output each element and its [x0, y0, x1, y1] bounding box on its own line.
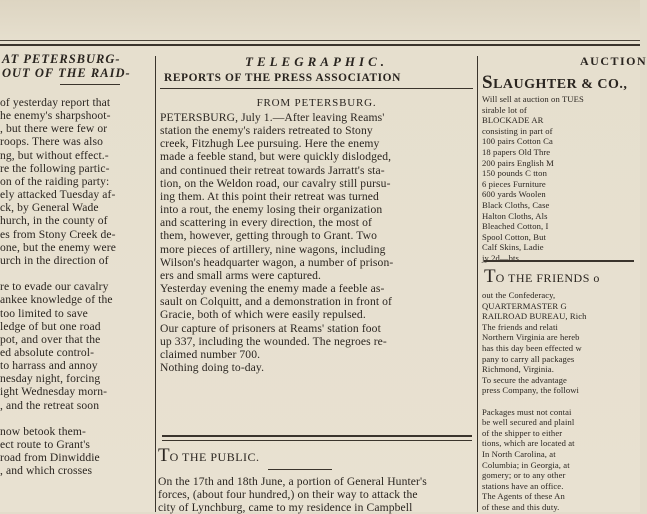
left-headline-rule	[60, 84, 120, 85]
text-line: ankee knowledge of the	[0, 293, 113, 307]
text-line: ng, but without effect.-	[0, 148, 109, 162]
notice-title-rest: O THE PUBLIC.	[169, 450, 260, 464]
text-line: he enemy's sharpshoot-	[0, 109, 111, 123]
text-line: On the 17th and 18th June, a portion of General Hunter's	[158, 475, 427, 488]
text-line: re to evade our cavalry	[0, 280, 109, 294]
text-line: ect route to Grant's	[0, 438, 91, 452]
text-line: In North Carolina, at	[482, 448, 556, 459]
text-line: , and which crosses	[0, 464, 93, 478]
text-line: made a feeble stand, but were quickly dislodged,	[160, 150, 392, 164]
text-line: ed absolute control-	[0, 345, 95, 359]
text-line: hurch, in the county of	[0, 214, 108, 228]
text-line: creek, Fitzhugh Lee pursuing. Here the enemy	[160, 137, 380, 151]
masthead-rule-top	[0, 40, 640, 41]
firm-name-cap: S	[482, 72, 494, 93]
text-line: press Company, the followi	[482, 385, 580, 396]
text-line: ers and small arms were captured.	[160, 268, 322, 282]
text-line: nesday night, forcing	[0, 372, 101, 386]
center-article-text	[160, 111, 393, 374]
text-line: ely attacked Tuesday af-	[0, 188, 116, 202]
friends-heading	[484, 266, 600, 288]
text-line: 600 yards Woolen	[482, 189, 546, 200]
auction-notice-text	[482, 94, 584, 264]
text-line: To secure the advantage	[482, 374, 567, 385]
notice-rule-top	[162, 435, 472, 437]
text-line: be well secured and plainl	[482, 417, 575, 428]
text-line	[0, 412, 116, 425]
text-line: Columbia; in Georgia, at	[482, 459, 570, 470]
notice-title-cap: T	[158, 445, 170, 466]
text-line: claimed number 700.	[160, 347, 261, 361]
text-line: Nothing doing to-day.	[160, 360, 265, 374]
text-line	[482, 396, 587, 407]
text-line: Bleached Cotton, I	[482, 221, 549, 232]
text-line: one, but the enemy were	[0, 240, 116, 254]
text-line: gomery; or to any other	[482, 470, 566, 481]
left-column	[0, 52, 153, 512]
text-line: 200 pairs English M	[482, 157, 554, 168]
text-line: ledge of but one road	[0, 319, 101, 333]
text-line: too limited to save	[0, 306, 88, 320]
text-line: and scattering in every direction, the most of	[160, 216, 372, 230]
text-line: 150 pounds C tton	[482, 168, 547, 179]
text-line: ing them. At this point their retreat was turned	[160, 189, 379, 203]
text-line: tion, on the Weldon road, our cavalry still pursu-	[160, 176, 391, 190]
text-line: Will sell at auction on TUES	[482, 94, 584, 104]
text-line: tions, which are located at	[482, 438, 575, 449]
text-line: The friends and relati	[482, 321, 558, 332]
text-line: road from Dinwiddie	[0, 451, 100, 465]
text-line: of yesterday report that	[0, 96, 111, 109]
auction-header: AUCTION	[580, 54, 647, 68]
text-line: QUARTERMASTER G	[482, 300, 567, 311]
text-line: jy 2d—bts	[482, 252, 519, 263]
text-line: ck, by General Wade	[0, 201, 99, 215]
center-column	[158, 52, 475, 512]
center-title-rule	[160, 88, 473, 89]
text-line: Yesterday evening the enemy made a feeble as-	[160, 282, 385, 296]
text-line: Halton Cloths, Als	[482, 210, 548, 221]
text-line: city of Lynchburg, came to my residence in Campbell	[158, 501, 413, 514]
text-line: now betook them-	[0, 424, 86, 438]
text-line: Wilson's headquarter wagon, a number of prison-	[160, 255, 394, 269]
from-petersburg-heading: FROM PETERSBURG.	[256, 97, 377, 109]
text-line: into a rout, the enemy losing their organization	[160, 203, 383, 217]
text-line: more pieces of artillery, nine wagons, including	[160, 242, 386, 256]
text-line: up 337, including the wounded. The negroes re-	[160, 334, 387, 348]
left-headline-1: AT PETERSBURG-	[2, 52, 121, 66]
text-line: es from Stony Creek de-	[0, 227, 116, 241]
text-line: , and the retreat soon	[0, 398, 100, 412]
text-line: BLOCKADE AR	[482, 115, 544, 126]
text-line: The Agents of these An	[482, 491, 565, 502]
text-line: out the Confederacy,	[482, 290, 556, 300]
telegraphic-title: TELEGRAPHIC.	[245, 54, 388, 69]
text-line: PETERSBURG, July 1.—After leaving Reams'	[160, 111, 385, 124]
press-association-subtitle: REPORTS OF THE PRESS ASSOCIATION	[164, 72, 401, 84]
text-line: stations have an office.	[482, 480, 564, 491]
text-line: re the following partic-	[0, 161, 110, 175]
firm-name-rest: LAUGHTER & CO.,	[493, 77, 628, 92]
notice-text	[158, 475, 427, 514]
friends-heading-rest: O THE FRIENDS o	[495, 271, 600, 285]
text-line: urch in the direction of	[0, 253, 109, 267]
left-article-text	[0, 96, 116, 478]
text-line: forces, (about four hundred,) on their way to attack the	[158, 488, 418, 502]
text-line: pany to carry all packages	[482, 353, 575, 364]
notice-underline	[268, 469, 332, 470]
text-line: Gracie, both of which were easily repulsed.	[160, 308, 366, 322]
text-line: Richmond, Virginia.	[482, 364, 554, 375]
text-line: roops. There was also	[0, 135, 103, 149]
friends-heading-cap: T	[484, 266, 496, 287]
text-line: on of the raiding party:	[0, 174, 110, 188]
left-headline-2: OUT OF THE RAID-	[2, 66, 131, 80]
text-line: Our capture of prisoners at Reams' station foot	[160, 321, 381, 335]
text-line: sirable lot of	[482, 104, 527, 115]
text-line: Northern Virginia are hereb	[482, 332, 580, 343]
text-line: Spool Cotton, But	[482, 231, 547, 242]
firm-name	[482, 72, 627, 94]
text-line: station the enemy's raiders retreated to Stony	[160, 124, 373, 138]
text-line: to harrass and annoy	[0, 359, 98, 373]
text-line: of the shipper to either	[482, 427, 563, 438]
right-column	[480, 52, 647, 512]
text-line	[0, 267, 116, 280]
right-divider	[484, 260, 634, 262]
text-line: , but there were few or	[0, 122, 108, 136]
text-line: has this day been effected w	[482, 342, 582, 353]
text-line: RAILROAD BUREAU, Rich	[482, 311, 587, 322]
notice-title	[158, 445, 260, 467]
text-line: 6 pieces Furniture	[482, 178, 546, 189]
text-line: and continued their retreat towards Jarratt's sta-	[160, 163, 385, 177]
text-line: Black Cloths, Case	[482, 199, 550, 210]
text-line: 100 pairs Cotton Ca	[482, 136, 553, 147]
text-line: pot, and over that the	[0, 332, 101, 346]
text-line: consisting in part of	[482, 125, 553, 136]
notice-rule-top-2	[162, 440, 472, 441]
text-line: Packages must not contai	[482, 406, 572, 417]
text-line: ight Wednesday morn-	[0, 385, 108, 399]
column-rule-left	[155, 56, 156, 512]
text-line: sault on Colquitt, and a demonstration in front of	[160, 295, 393, 309]
text-line: 18 papers Old Thre	[482, 146, 551, 157]
text-line: them, however, getting through to Grant. Two	[160, 229, 378, 243]
text-line: of these and this duty.	[482, 501, 560, 512]
masthead-rule-bottom	[0, 44, 640, 46]
column-rule-right	[477, 56, 478, 512]
text-line: Calf Skins, Ladie	[482, 242, 544, 253]
friends-notice-text	[482, 290, 587, 512]
